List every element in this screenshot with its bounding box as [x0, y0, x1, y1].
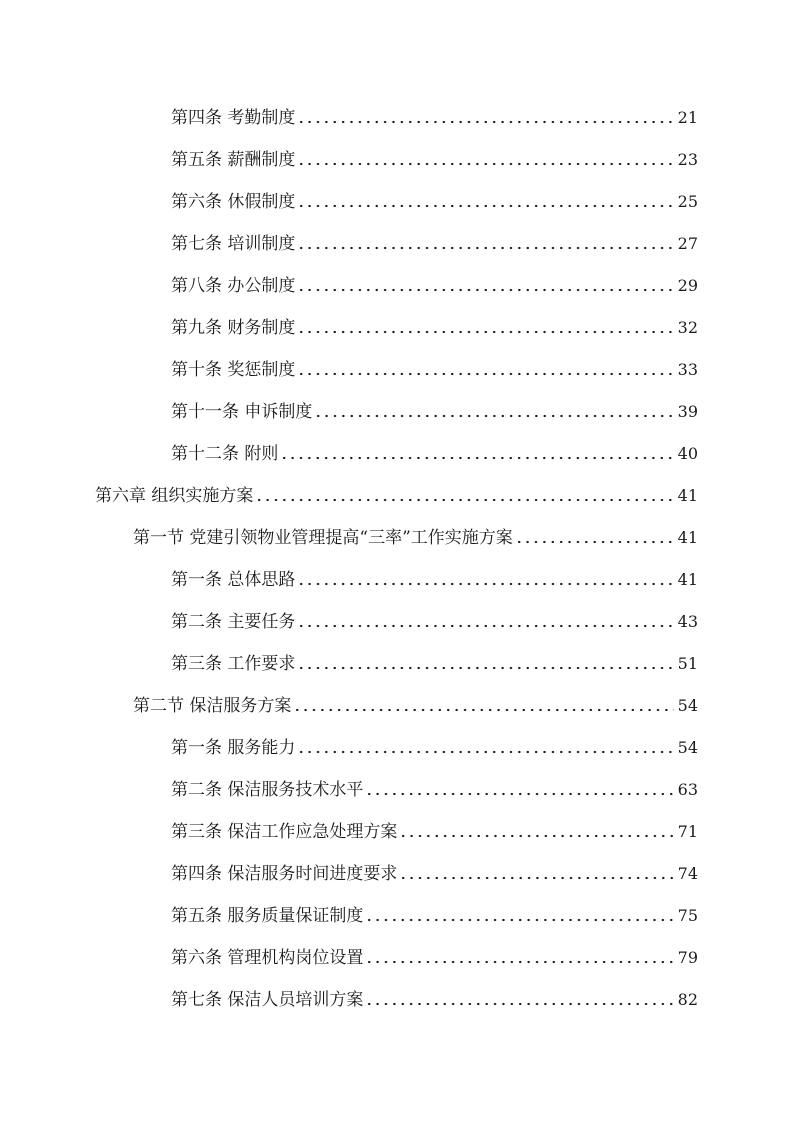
toc-page-number: 25: [677, 192, 698, 211]
toc-page-number: 54: [677, 738, 698, 757]
toc-page-number: 43: [677, 612, 698, 631]
toc-entry[interactable]: [171, 139, 698, 181]
toc-dot-leader: [365, 959, 673, 965]
toc-entry[interactable]: [171, 349, 698, 391]
toc-dot-leader: [297, 371, 673, 377]
toc-entry[interactable]: [171, 307, 698, 349]
toc-page-number: 63: [677, 780, 698, 799]
toc-entry-title: 第十条 奖惩制度: [171, 359, 296, 380]
toc-dot-leader: [365, 1001, 673, 1007]
toc-entry[interactable]: [171, 769, 698, 811]
toc-dot-leader: [297, 749, 673, 755]
toc-dot-leader: [399, 875, 673, 881]
toc-entry-title: 第八条 办公制度: [171, 275, 296, 296]
toc-entry-title: 第四条 保洁服务时间进度要求: [171, 863, 398, 884]
toc-entry-title: 第七条 保洁人员培训方案: [171, 989, 364, 1010]
toc-chapter-entry[interactable]: [95, 475, 698, 517]
toc-section-entry[interactable]: [133, 517, 698, 559]
toc-page-number: 54: [677, 696, 698, 715]
toc-entry-title: 第五条 服务质量保证制度: [171, 905, 364, 926]
toc-entry-title: 第六条 休假制度: [171, 191, 296, 212]
toc-entry-title: 第一条 总体思路: [171, 569, 296, 590]
toc-page-number: 74: [677, 864, 698, 883]
toc-dot-leader: [365, 791, 673, 797]
toc-page-number: 33: [677, 360, 698, 379]
toc-dot-leader: [255, 497, 673, 503]
toc-page-number: 41: [677, 486, 698, 505]
toc-entry[interactable]: [171, 811, 698, 853]
toc-page-number: 75: [677, 906, 698, 925]
toc-page-number: 32: [677, 318, 698, 337]
toc-entry[interactable]: [171, 97, 698, 139]
toc-page-number: 41: [677, 528, 698, 547]
toc-page-number: 23: [677, 150, 698, 169]
toc-entry-title: 第十一条 申诉制度: [171, 401, 313, 422]
toc-entry-title: 第五条 薪酬制度: [171, 149, 296, 170]
toc-page-number: 79: [677, 948, 698, 967]
toc-entry[interactable]: [171, 937, 698, 979]
toc-entry[interactable]: [171, 895, 698, 937]
toc-entry[interactable]: [171, 727, 698, 769]
toc-dot-leader: [515, 539, 674, 545]
toc-entry-title: 第三条 工作要求: [171, 653, 296, 674]
toc-dot-leader: [297, 581, 673, 587]
toc-page-number: 21: [677, 108, 698, 127]
toc-dot-leader: [314, 413, 673, 419]
toc-entry-title: 第九条 财务制度: [171, 317, 296, 338]
toc-page-number: 39: [677, 402, 698, 421]
toc-page-number: 51: [677, 654, 698, 673]
toc-dot-leader: [297, 203, 673, 209]
toc-entry[interactable]: [171, 223, 698, 265]
toc-page-number: 41: [677, 570, 698, 589]
toc-entry[interactable]: [171, 265, 698, 307]
toc-entry[interactable]: [171, 559, 698, 601]
toc-page-number: 40: [677, 444, 698, 463]
toc-entry-title: 第二条 主要任务: [171, 611, 296, 632]
toc-dot-leader: [297, 665, 673, 671]
toc-entry[interactable]: [171, 979, 698, 1021]
toc-entry[interactable]: [171, 181, 698, 223]
toc-entry[interactable]: [171, 391, 698, 433]
toc-dot-leader: [280, 455, 673, 461]
toc-page-number: 82: [677, 990, 698, 1009]
toc-dot-leader: [293, 707, 673, 713]
toc-entry-title: 第四条 考勤制度: [171, 107, 296, 128]
toc-entry-title: 第一节 党建引领物业管理提高“三率”工作实施方案: [133, 527, 513, 548]
toc-entry[interactable]: [171, 853, 698, 895]
toc-entry[interactable]: [171, 601, 698, 643]
toc-entry-title: 第十二条 附则: [171, 443, 279, 464]
toc-dot-leader: [297, 287, 673, 293]
toc-dot-leader: [365, 917, 673, 923]
toc-dot-leader: [297, 623, 673, 629]
toc-entry-title: 第二条 保洁服务技术水平: [171, 779, 364, 800]
toc-dot-leader: [297, 119, 673, 125]
toc-page-number: 29: [677, 276, 698, 295]
toc-page-number: 27: [677, 234, 698, 253]
toc-entry-title: 第三条 保洁工作应急处理方案: [171, 821, 398, 842]
toc-entry-title: 第七条 培训制度: [171, 233, 296, 254]
toc-entry-title: 第六章 组织实施方案: [95, 485, 254, 506]
toc-entry[interactable]: [171, 433, 698, 475]
toc-entry[interactable]: [171, 643, 698, 685]
toc-entry-title: 第二节 保洁服务方案: [133, 695, 292, 716]
toc-page-number: 71: [677, 822, 698, 841]
toc-dot-leader: [399, 833, 673, 839]
toc-entry-title: 第一条 服务能力: [171, 737, 296, 758]
toc-dot-leader: [297, 329, 673, 335]
toc-section-entry[interactable]: [133, 685, 698, 727]
toc-dot-leader: [297, 245, 673, 251]
toc-entry-title: 第六条 管理机构岗位设置: [171, 947, 364, 968]
toc-dot-leader: [297, 161, 673, 167]
